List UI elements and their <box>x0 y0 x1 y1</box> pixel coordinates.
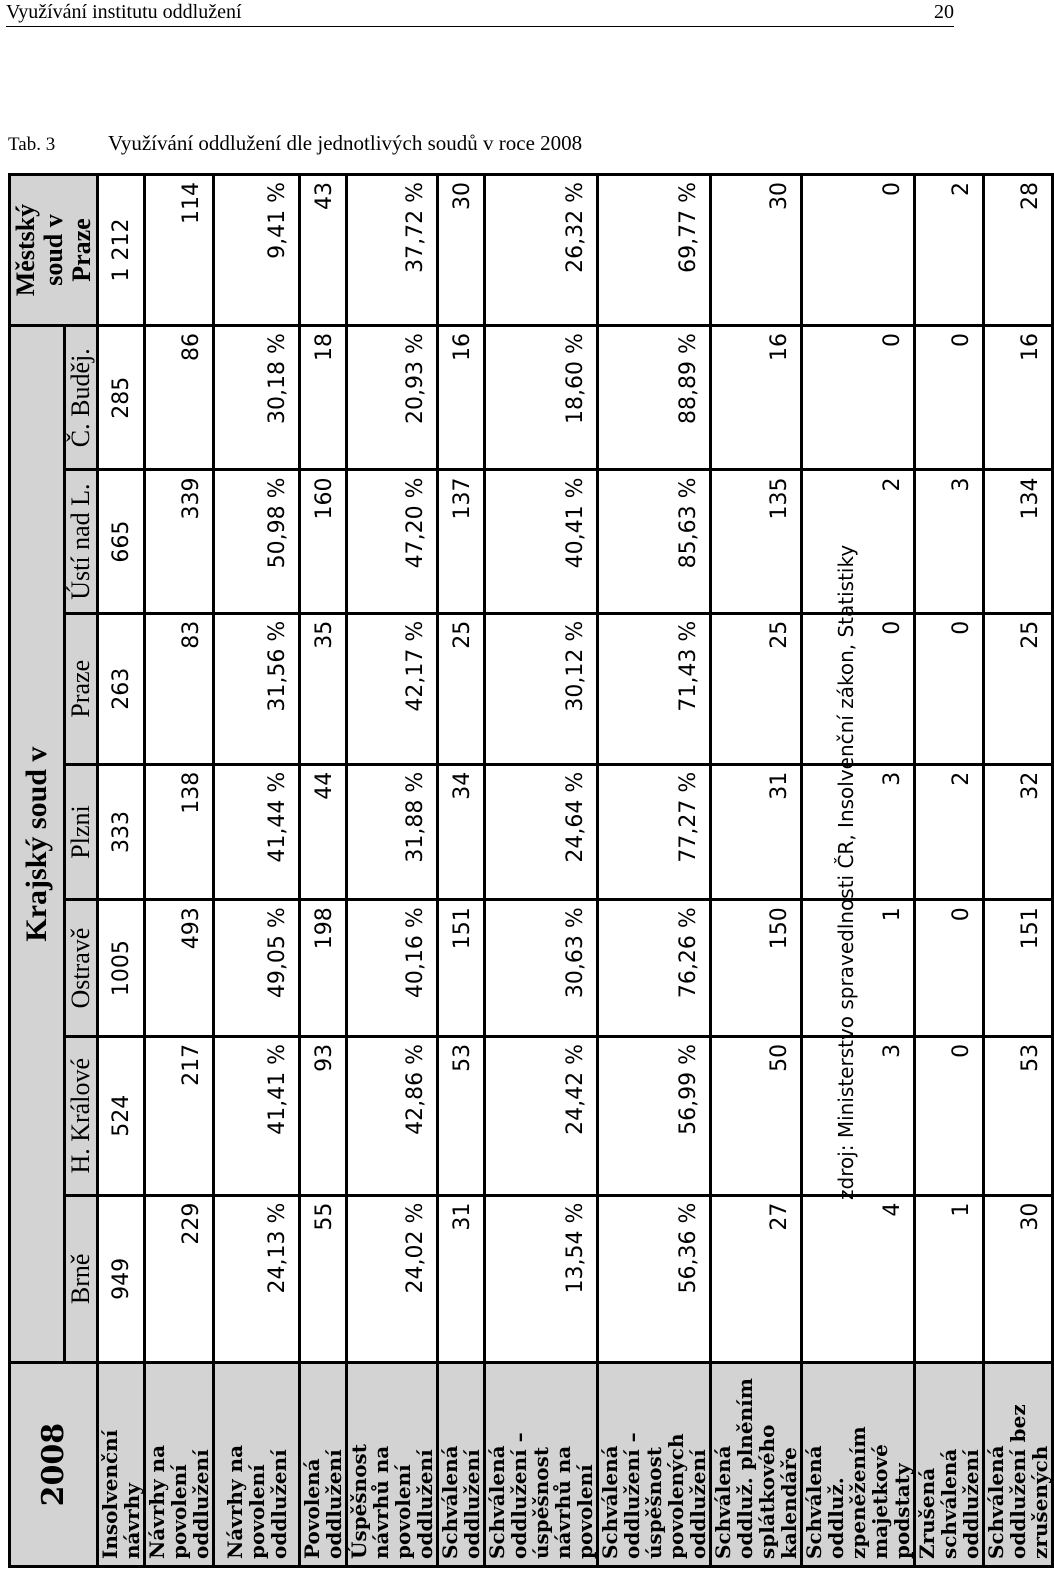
table-cell: 30 <box>711 175 802 326</box>
table-row <box>145 175 214 1567</box>
table-row <box>214 175 300 1567</box>
table-cell: 2 <box>802 470 915 613</box>
table-cell: 28 <box>984 175 1053 326</box>
table-cell: 150 <box>711 900 802 1037</box>
table-cell: 1005 <box>98 900 145 1037</box>
row-header: Schválená oddlužení <box>438 1363 485 1567</box>
table-cell: 151 <box>984 900 1053 1037</box>
table-cell: 16 <box>984 326 1053 470</box>
table-cell: 69,77 % <box>598 175 711 326</box>
table-cell: 493 <box>145 900 214 1037</box>
table-cell: 50 <box>711 1036 802 1195</box>
table-cell: 4 <box>802 1195 915 1363</box>
table-cell: 41,44 % <box>214 764 300 900</box>
table-cell: 1 <box>915 1195 984 1363</box>
table-cell: 151 <box>438 900 485 1037</box>
table-cell: 333 <box>98 764 145 900</box>
table-cell: 949 <box>98 1195 145 1363</box>
table-row <box>347 175 438 1567</box>
table-cell: 30,12 % <box>485 613 598 764</box>
table-cell: 86 <box>145 326 214 470</box>
table-cell: 42,17 % <box>347 613 438 764</box>
table-cell: 13,54 % <box>485 1195 598 1363</box>
caption-number: Tab. 3 <box>8 134 56 155</box>
table-source: zdroj: Ministerstvo spravedlnosti ČR, Insolvenční zákon, Statistiky <box>834 544 858 1200</box>
table-cell: 71,43 % <box>598 613 711 764</box>
table-cell: 31 <box>438 1195 485 1363</box>
table-cell: 31,88 % <box>347 764 438 900</box>
row-header: Zrušená schválená oddlužení <box>915 1363 984 1567</box>
table-cell: 77,27 % <box>598 764 711 900</box>
table-cell: 0 <box>915 1036 984 1195</box>
table-cell: 665 <box>98 470 145 613</box>
table-row <box>984 175 1053 1567</box>
col-header: Praze <box>65 613 98 764</box>
table-cell: 49,05 % <box>214 900 300 1037</box>
row-header: Úspěšnost návrhů na povolení oddlužení <box>347 1363 438 1567</box>
table-row <box>598 175 711 1567</box>
table-cell: 24,64 % <box>485 764 598 900</box>
table-cell: 0 <box>802 175 915 326</box>
table-cell: 0 <box>802 613 915 764</box>
table-cell: 53 <box>984 1036 1053 1195</box>
regional-court-group: Krajský soud v <box>10 326 65 1363</box>
table-cell: 0 <box>802 326 915 470</box>
table-cell: 56,36 % <box>598 1195 711 1363</box>
row-header: Návrhy na povolení oddlužení <box>214 1363 300 1567</box>
table-row <box>915 175 984 1567</box>
table-cell: 1 <box>802 900 915 1037</box>
table-row <box>711 175 802 1567</box>
table-cell: 137 <box>438 470 485 613</box>
table-cell: 30,18 % <box>214 326 300 470</box>
table-cell: 0 <box>915 326 984 470</box>
table-cell: 0 <box>915 613 984 764</box>
table-cell: 24,02 % <box>347 1195 438 1363</box>
col-header: Č. Buděj. <box>65 326 98 470</box>
table-cell: 198 <box>300 900 347 1037</box>
courts-table <box>8 173 1054 1568</box>
table-cell: 30,63 % <box>485 900 598 1037</box>
table-cell: 83 <box>145 613 214 764</box>
col-header: Brně <box>65 1195 98 1363</box>
table-cell: 35 <box>300 613 347 764</box>
table-cell: 285 <box>98 326 145 470</box>
table-row <box>300 175 347 1567</box>
table-cell: 31,56 % <box>214 613 300 764</box>
table-cell: 31 <box>711 764 802 900</box>
table-cell: 1 212 <box>98 175 145 326</box>
row-header: Insolvenční návrhy <box>98 1363 145 1567</box>
page-number: 20 <box>934 1 954 23</box>
table-cell: 40,16 % <box>347 900 438 1037</box>
table-cell: 524 <box>98 1036 145 1195</box>
running-title: Využívání institutu oddlužení <box>6 1 242 23</box>
table-row <box>438 175 485 1567</box>
table-cell: 24,42 % <box>485 1036 598 1195</box>
header-row-2 <box>65 175 98 1567</box>
table-cell: 25 <box>711 613 802 764</box>
col-header: Ústí nad L. <box>65 470 98 613</box>
table-row <box>98 175 145 1567</box>
caption-text: Využívání oddlužení dle jednotlivých soudů v roce 2008 <box>108 131 583 155</box>
table-body <box>98 175 1053 1567</box>
table-cell: 55 <box>300 1195 347 1363</box>
table-cell: 44 <box>300 764 347 900</box>
city-court-group: Městský soud v Praze <box>10 175 98 326</box>
row-header: Schválená oddlužení bez zrušených <box>984 1363 1053 1567</box>
table-cell: 40,41 % <box>485 470 598 613</box>
page-header <box>6 0 954 27</box>
table-cell: 43 <box>300 175 347 326</box>
table-cell: 16 <box>711 326 802 470</box>
col-header: Plzni <box>65 764 98 900</box>
table-cell: 18,60 % <box>485 326 598 470</box>
table-cell: 0 <box>915 900 984 1037</box>
table-cell: 18 <box>300 326 347 470</box>
table-cell: 26,32 % <box>485 175 598 326</box>
table-cell: 76,26 % <box>598 900 711 1037</box>
table-cell: 93 <box>300 1036 347 1195</box>
table-cell: 229 <box>145 1195 214 1363</box>
table-cell: 41,41 % <box>214 1036 300 1195</box>
table-cell: 114 <box>145 175 214 326</box>
table-cell: 47,20 % <box>347 470 438 613</box>
table-cell: 20,93 % <box>347 326 438 470</box>
table-cell: 135 <box>711 470 802 613</box>
row-header: Schválená oddluž. plněním splátkového kalendáře <box>711 1363 802 1567</box>
table-cell: 217 <box>145 1036 214 1195</box>
table-cell: 34 <box>438 764 485 900</box>
table-cell: 50,98 % <box>214 470 300 613</box>
row-header: Návrhy na povolení oddlužení <box>145 1363 214 1567</box>
header-row-1 <box>10 175 65 1567</box>
row-header: Schválená oddlužení – úspěšnost povolených oddlužení <box>598 1363 711 1567</box>
row-header: Schválená oddluž. zpeněžením majetkové podstaty <box>802 1363 915 1567</box>
table-cell: 3 <box>915 470 984 613</box>
table-cell: 42,86 % <box>347 1036 438 1195</box>
table-row <box>485 175 598 1567</box>
col-header: H. Králové <box>65 1036 98 1195</box>
table-cell: 27 <box>711 1195 802 1363</box>
table-cell: 2 <box>915 175 984 326</box>
row-header: Schválená oddlužení – úspěšnost návrhů na povolení <box>485 1363 598 1567</box>
table-cell: 263 <box>98 613 145 764</box>
table-cell: 138 <box>145 764 214 900</box>
table-cell: 25 <box>984 613 1053 764</box>
table-cell: 30 <box>438 175 485 326</box>
table-cell: 2 <box>915 764 984 900</box>
table-cell: 88,89 % <box>598 326 711 470</box>
table-cell: 9,41 % <box>214 175 300 326</box>
table-cell: 32 <box>984 764 1053 900</box>
table-cell: 85,63 % <box>598 470 711 613</box>
table-cell: 134 <box>984 470 1053 613</box>
table-cell: 16 <box>438 326 485 470</box>
table-cell: 160 <box>300 470 347 613</box>
table-cell: 339 <box>145 470 214 613</box>
col-header: Ostravě <box>65 900 98 1037</box>
table-caption <box>8 130 582 158</box>
table-cell: 53 <box>438 1036 485 1195</box>
table-cell: 24,13 % <box>214 1195 300 1363</box>
table-cell: 3 <box>802 764 915 900</box>
table-cell: 30 <box>984 1195 1053 1363</box>
table-cell: 25 <box>438 613 485 764</box>
table-cell: 56,99 % <box>598 1036 711 1195</box>
table-cell: 37,72 % <box>347 175 438 326</box>
row-header: Povolená oddlužení <box>300 1363 347 1567</box>
table-cell: 3 <box>802 1036 915 1195</box>
corner-year: 2008 <box>10 1363 98 1567</box>
